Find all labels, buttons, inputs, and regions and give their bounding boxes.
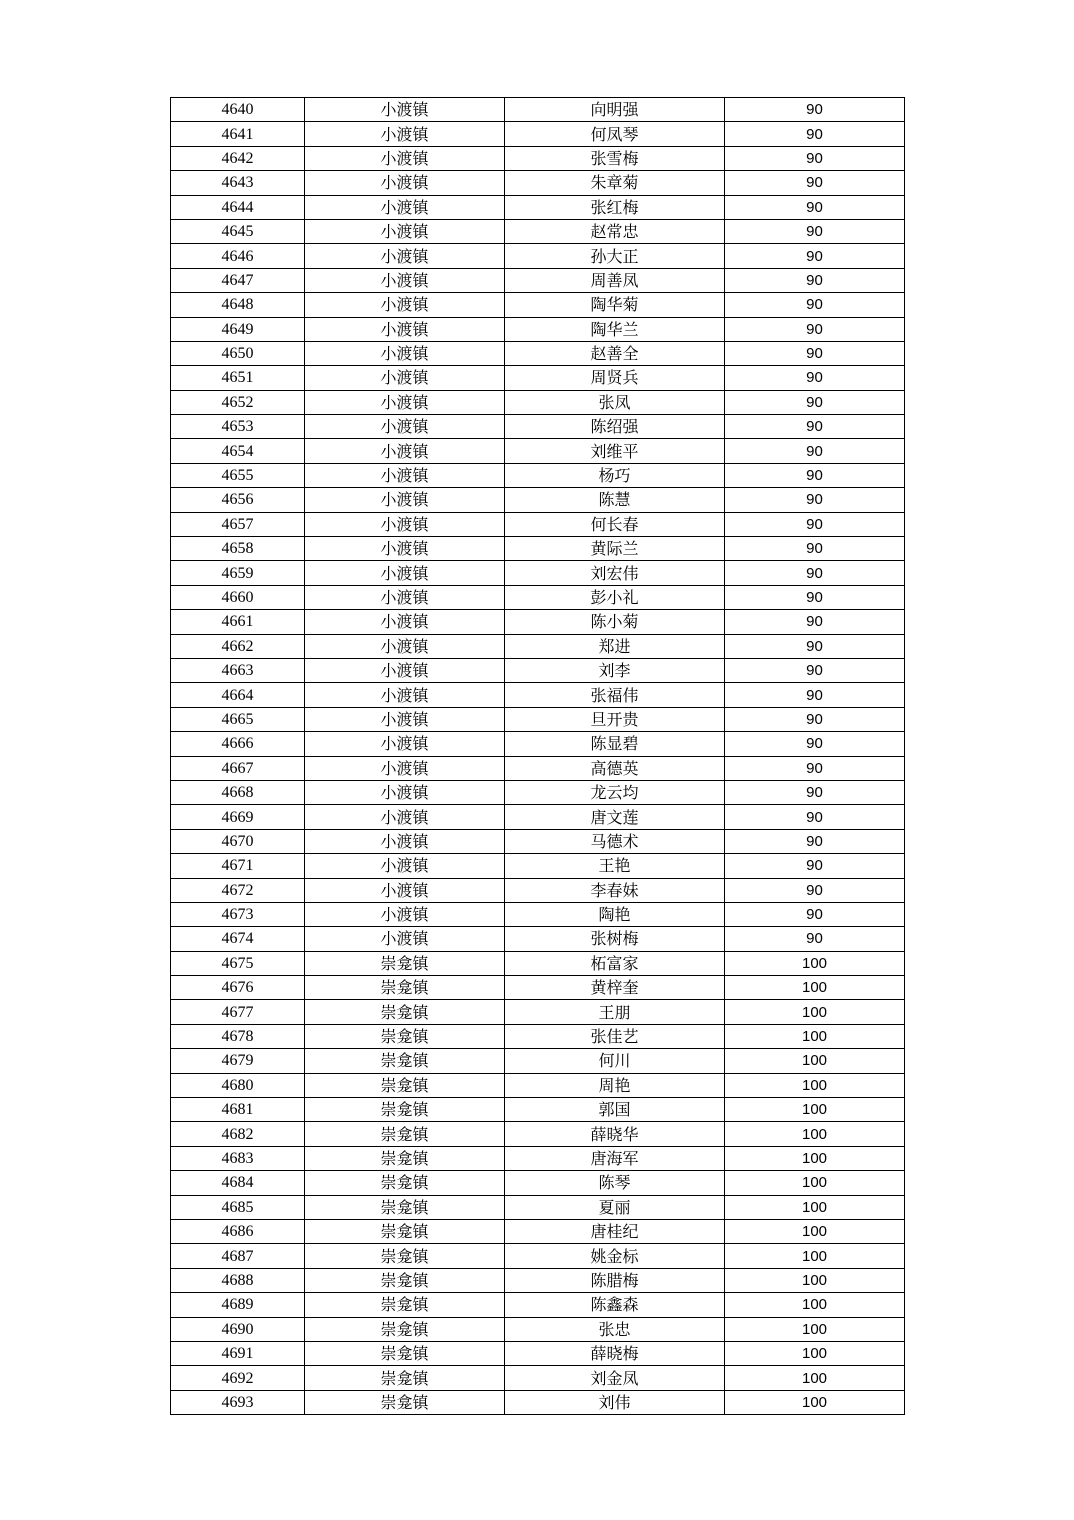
row-number-cell: 4643 — [171, 171, 305, 195]
amount-cell: 90 — [725, 732, 905, 756]
person-name-cell: 郭国 — [505, 1098, 725, 1122]
town-cell: 小渡镇 — [305, 732, 505, 756]
amount-cell: 90 — [725, 561, 905, 585]
table-row — [171, 366, 905, 390]
amount-cell: 90 — [725, 585, 905, 609]
person-name-cell: 孙大正 — [505, 244, 725, 268]
table-row — [171, 829, 905, 853]
amount-cell: 90 — [725, 634, 905, 658]
table-row — [171, 1146, 905, 1170]
person-name-cell: 周贤兵 — [505, 366, 725, 390]
table-row — [171, 268, 905, 292]
table-row — [171, 1293, 905, 1317]
table-row — [171, 610, 905, 634]
table-row — [171, 732, 905, 756]
person-name-cell: 旦开贵 — [505, 707, 725, 731]
table-row — [171, 219, 905, 243]
row-number-cell: 4654 — [171, 439, 305, 463]
amount-cell: 90 — [725, 122, 905, 146]
person-name-cell: 杨巧 — [505, 463, 725, 487]
person-name-cell: 龙云均 — [505, 780, 725, 804]
table-row — [171, 951, 905, 975]
row-number-cell: 4687 — [171, 1244, 305, 1268]
table-row — [171, 146, 905, 170]
amount-cell: 90 — [725, 171, 905, 195]
person-name-cell: 黄际兰 — [505, 537, 725, 561]
amount-cell: 100 — [725, 1293, 905, 1317]
amount-cell: 90 — [725, 902, 905, 926]
town-cell: 崇龛镇 — [305, 1219, 505, 1243]
row-number-cell: 4677 — [171, 1000, 305, 1024]
person-name-cell: 何川 — [505, 1049, 725, 1073]
row-number-cell: 4680 — [171, 1073, 305, 1097]
town-cell: 小渡镇 — [305, 439, 505, 463]
table-row — [171, 1122, 905, 1146]
town-cell: 小渡镇 — [305, 878, 505, 902]
town-cell: 小渡镇 — [305, 512, 505, 536]
person-name-cell: 陶艳 — [505, 902, 725, 926]
amount-cell: 90 — [725, 390, 905, 414]
person-name-cell: 王艳 — [505, 854, 725, 878]
row-number-cell: 4656 — [171, 488, 305, 512]
amount-cell: 90 — [725, 658, 905, 682]
table-row — [171, 1024, 905, 1048]
table-row — [171, 439, 905, 463]
amount-cell: 90 — [725, 293, 905, 317]
person-name-cell: 薛晓华 — [505, 1122, 725, 1146]
amount-cell: 90 — [725, 366, 905, 390]
town-cell: 小渡镇 — [305, 244, 505, 268]
table-row — [171, 512, 905, 536]
amount-cell: 100 — [725, 1000, 905, 1024]
row-number-cell: 4682 — [171, 1122, 305, 1146]
town-cell: 小渡镇 — [305, 341, 505, 365]
person-name-cell: 张福伟 — [505, 683, 725, 707]
row-number-cell: 4647 — [171, 268, 305, 292]
town-cell: 小渡镇 — [305, 780, 505, 804]
row-number-cell: 4691 — [171, 1341, 305, 1365]
row-number-cell: 4644 — [171, 195, 305, 219]
person-name-cell: 姚金标 — [505, 1244, 725, 1268]
row-number-cell: 4681 — [171, 1098, 305, 1122]
amount-cell: 90 — [725, 805, 905, 829]
row-number-cell: 4692 — [171, 1366, 305, 1390]
table-row — [171, 1195, 905, 1219]
row-number-cell: 4662 — [171, 634, 305, 658]
person-name-cell: 陶华菊 — [505, 293, 725, 317]
town-cell: 小渡镇 — [305, 537, 505, 561]
town-cell: 小渡镇 — [305, 829, 505, 853]
town-cell: 崇龛镇 — [305, 1341, 505, 1365]
town-cell: 崇龛镇 — [305, 1268, 505, 1292]
amount-cell: 100 — [725, 1195, 905, 1219]
person-name-cell: 朱章菊 — [505, 171, 725, 195]
row-number-cell: 4646 — [171, 244, 305, 268]
table-row — [171, 756, 905, 780]
town-cell: 小渡镇 — [305, 634, 505, 658]
table-row — [171, 1317, 905, 1341]
person-name-cell: 柘富家 — [505, 951, 725, 975]
amount-cell: 90 — [725, 683, 905, 707]
row-number-cell: 4679 — [171, 1049, 305, 1073]
table-row — [171, 293, 905, 317]
amount-cell: 100 — [725, 1122, 905, 1146]
town-cell: 小渡镇 — [305, 171, 505, 195]
roster-table — [170, 97, 905, 1415]
table-row — [171, 658, 905, 682]
row-number-cell: 4665 — [171, 707, 305, 731]
town-cell: 小渡镇 — [305, 219, 505, 243]
amount-cell: 90 — [725, 317, 905, 341]
row-number-cell: 4671 — [171, 854, 305, 878]
row-number-cell: 4674 — [171, 927, 305, 951]
amount-cell: 100 — [725, 976, 905, 1000]
table-row — [171, 1341, 905, 1365]
table-row — [171, 122, 905, 146]
table-row — [171, 1073, 905, 1097]
person-name-cell: 刘李 — [505, 658, 725, 682]
table-row — [171, 927, 905, 951]
town-cell: 崇龛镇 — [305, 1293, 505, 1317]
person-name-cell: 张红梅 — [505, 195, 725, 219]
table-row — [171, 1219, 905, 1243]
town-cell: 小渡镇 — [305, 561, 505, 585]
amount-cell: 90 — [725, 878, 905, 902]
town-cell: 小渡镇 — [305, 902, 505, 926]
table-row — [171, 854, 905, 878]
town-cell: 崇龛镇 — [305, 1146, 505, 1170]
amount-cell: 100 — [725, 1317, 905, 1341]
row-number-cell: 4648 — [171, 293, 305, 317]
person-name-cell: 张雪梅 — [505, 146, 725, 170]
amount-cell: 90 — [725, 415, 905, 439]
row-number-cell: 4675 — [171, 951, 305, 975]
table-row — [171, 537, 905, 561]
row-number-cell: 4672 — [171, 878, 305, 902]
row-number-cell: 4641 — [171, 122, 305, 146]
amount-cell: 90 — [725, 829, 905, 853]
amount-cell: 90 — [725, 219, 905, 243]
table-row — [171, 98, 905, 122]
person-name-cell: 赵善全 — [505, 341, 725, 365]
town-cell: 小渡镇 — [305, 488, 505, 512]
amount-cell: 100 — [725, 1244, 905, 1268]
town-cell: 崇龛镇 — [305, 1366, 505, 1390]
person-name-cell: 王朋 — [505, 1000, 725, 1024]
person-name-cell: 陈显碧 — [505, 732, 725, 756]
row-number-cell: 4652 — [171, 390, 305, 414]
town-cell: 小渡镇 — [305, 854, 505, 878]
amount-cell: 100 — [725, 1366, 905, 1390]
town-cell: 小渡镇 — [305, 415, 505, 439]
row-number-cell: 4678 — [171, 1024, 305, 1048]
person-name-cell: 陈小菊 — [505, 610, 725, 634]
row-number-cell: 4661 — [171, 610, 305, 634]
table-row — [171, 976, 905, 1000]
table-row — [171, 585, 905, 609]
person-name-cell: 唐海军 — [505, 1146, 725, 1170]
row-number-cell: 4667 — [171, 756, 305, 780]
row-number-cell: 4653 — [171, 415, 305, 439]
amount-cell: 90 — [725, 854, 905, 878]
row-number-cell: 4670 — [171, 829, 305, 853]
amount-cell: 90 — [725, 146, 905, 170]
table-row — [171, 1000, 905, 1024]
town-cell: 崇龛镇 — [305, 951, 505, 975]
table-row — [171, 1390, 905, 1414]
person-name-cell: 刘宏伟 — [505, 561, 725, 585]
town-cell: 小渡镇 — [305, 195, 505, 219]
town-cell: 崇龛镇 — [305, 1000, 505, 1024]
table-row — [171, 463, 905, 487]
amount-cell: 90 — [725, 707, 905, 731]
person-name-cell: 赵常忠 — [505, 219, 725, 243]
table-row — [171, 1366, 905, 1390]
town-cell: 小渡镇 — [305, 293, 505, 317]
person-name-cell: 李春妹 — [505, 878, 725, 902]
table-row — [171, 415, 905, 439]
town-cell: 小渡镇 — [305, 683, 505, 707]
town-cell: 崇龛镇 — [305, 1073, 505, 1097]
table-row — [171, 1268, 905, 1292]
amount-cell: 100 — [725, 1268, 905, 1292]
table-row — [171, 341, 905, 365]
town-cell: 崇龛镇 — [305, 1049, 505, 1073]
person-name-cell: 陈琴 — [505, 1171, 725, 1195]
person-name-cell: 刘金凤 — [505, 1366, 725, 1390]
row-number-cell: 4658 — [171, 537, 305, 561]
person-name-cell: 陈绍强 — [505, 415, 725, 439]
town-cell: 小渡镇 — [305, 98, 505, 122]
town-cell: 小渡镇 — [305, 146, 505, 170]
person-name-cell: 张树梅 — [505, 927, 725, 951]
table-row — [171, 390, 905, 414]
town-cell: 崇龛镇 — [305, 1244, 505, 1268]
row-number-cell: 4690 — [171, 1317, 305, 1341]
amount-cell: 90 — [725, 512, 905, 536]
table-row — [171, 1171, 905, 1195]
town-cell: 崇龛镇 — [305, 1024, 505, 1048]
town-cell: 崇龛镇 — [305, 1098, 505, 1122]
row-number-cell: 4664 — [171, 683, 305, 707]
row-number-cell: 4673 — [171, 902, 305, 926]
town-cell: 崇龛镇 — [305, 1195, 505, 1219]
amount-cell: 90 — [725, 244, 905, 268]
person-name-cell: 唐文莲 — [505, 805, 725, 829]
row-number-cell: 4642 — [171, 146, 305, 170]
table-row — [171, 707, 905, 731]
roster-body — [171, 98, 905, 1415]
amount-cell: 90 — [725, 463, 905, 487]
person-name-cell: 张佳艺 — [505, 1024, 725, 1048]
person-name-cell: 彭小礼 — [505, 585, 725, 609]
row-number-cell: 4684 — [171, 1171, 305, 1195]
table-row — [171, 1244, 905, 1268]
table-row — [171, 1049, 905, 1073]
table-row — [171, 902, 905, 926]
table-row — [171, 1098, 905, 1122]
person-name-cell: 郑进 — [505, 634, 725, 658]
town-cell: 崇龛镇 — [305, 976, 505, 1000]
amount-cell: 100 — [725, 1341, 905, 1365]
town-cell: 小渡镇 — [305, 610, 505, 634]
person-name-cell: 陈腊梅 — [505, 1268, 725, 1292]
amount-cell: 90 — [725, 610, 905, 634]
amount-cell: 90 — [725, 756, 905, 780]
table-row — [171, 805, 905, 829]
row-number-cell: 4666 — [171, 732, 305, 756]
amount-cell: 100 — [725, 1098, 905, 1122]
row-number-cell: 4689 — [171, 1293, 305, 1317]
row-number-cell: 4686 — [171, 1219, 305, 1243]
table-row — [171, 634, 905, 658]
town-cell: 小渡镇 — [305, 122, 505, 146]
table-row — [171, 683, 905, 707]
town-cell: 小渡镇 — [305, 268, 505, 292]
person-name-cell: 周艳 — [505, 1073, 725, 1097]
amount-cell: 100 — [725, 951, 905, 975]
table-row — [171, 195, 905, 219]
amount-cell: 90 — [725, 268, 905, 292]
row-number-cell: 4663 — [171, 658, 305, 682]
amount-cell: 100 — [725, 1073, 905, 1097]
amount-cell: 90 — [725, 780, 905, 804]
table-row — [171, 878, 905, 902]
table-row — [171, 317, 905, 341]
row-number-cell: 4659 — [171, 561, 305, 585]
amount-cell: 90 — [725, 439, 905, 463]
table-row — [171, 561, 905, 585]
row-number-cell: 4649 — [171, 317, 305, 341]
amount-cell: 90 — [725, 341, 905, 365]
person-name-cell: 马德术 — [505, 829, 725, 853]
town-cell: 小渡镇 — [305, 463, 505, 487]
person-name-cell: 刘维平 — [505, 439, 725, 463]
row-number-cell: 4657 — [171, 512, 305, 536]
person-name-cell: 何凤琴 — [505, 122, 725, 146]
town-cell: 小渡镇 — [305, 317, 505, 341]
person-name-cell: 唐桂纪 — [505, 1219, 725, 1243]
person-name-cell: 陶华兰 — [505, 317, 725, 341]
row-number-cell: 4640 — [171, 98, 305, 122]
person-name-cell: 刘伟 — [505, 1390, 725, 1414]
amount-cell: 90 — [725, 927, 905, 951]
row-number-cell: 4688 — [171, 1268, 305, 1292]
town-cell: 崇龛镇 — [305, 1317, 505, 1341]
table-row — [171, 488, 905, 512]
amount-cell: 90 — [725, 537, 905, 561]
person-name-cell: 薛晓梅 — [505, 1341, 725, 1365]
table-row — [171, 171, 905, 195]
row-number-cell: 4660 — [171, 585, 305, 609]
amount-cell: 100 — [725, 1146, 905, 1170]
amount-cell: 100 — [725, 1219, 905, 1243]
person-name-cell: 高德英 — [505, 756, 725, 780]
person-name-cell: 陈慧 — [505, 488, 725, 512]
table-row — [171, 780, 905, 804]
person-name-cell: 陈鑫森 — [505, 1293, 725, 1317]
person-name-cell: 张凤 — [505, 390, 725, 414]
row-number-cell: 4655 — [171, 463, 305, 487]
table-row — [171, 244, 905, 268]
row-number-cell: 4676 — [171, 976, 305, 1000]
amount-cell: 90 — [725, 195, 905, 219]
town-cell: 崇龛镇 — [305, 1171, 505, 1195]
town-cell: 小渡镇 — [305, 658, 505, 682]
person-name-cell: 周善凤 — [505, 268, 725, 292]
town-cell: 小渡镇 — [305, 366, 505, 390]
town-cell: 小渡镇 — [305, 390, 505, 414]
amount-cell: 100 — [725, 1024, 905, 1048]
amount-cell: 100 — [725, 1390, 905, 1414]
row-number-cell: 4668 — [171, 780, 305, 804]
person-name-cell: 黄梓奎 — [505, 976, 725, 1000]
town-cell: 小渡镇 — [305, 805, 505, 829]
person-name-cell: 张忠 — [505, 1317, 725, 1341]
row-number-cell: 4693 — [171, 1390, 305, 1414]
row-number-cell: 4683 — [171, 1146, 305, 1170]
town-cell: 崇龛镇 — [305, 1122, 505, 1146]
town-cell: 小渡镇 — [305, 707, 505, 731]
row-number-cell: 4669 — [171, 805, 305, 829]
row-number-cell: 4651 — [171, 366, 305, 390]
town-cell: 小渡镇 — [305, 927, 505, 951]
amount-cell: 100 — [725, 1171, 905, 1195]
person-name-cell: 夏丽 — [505, 1195, 725, 1219]
town-cell: 小渡镇 — [305, 585, 505, 609]
person-name-cell: 何长春 — [505, 512, 725, 536]
row-number-cell: 4685 — [171, 1195, 305, 1219]
row-number-cell: 4650 — [171, 341, 305, 365]
town-cell: 崇龛镇 — [305, 1390, 505, 1414]
row-number-cell: 4645 — [171, 219, 305, 243]
town-cell: 小渡镇 — [305, 756, 505, 780]
amount-cell: 90 — [725, 98, 905, 122]
amount-cell: 100 — [725, 1049, 905, 1073]
amount-cell: 90 — [725, 488, 905, 512]
person-name-cell: 向明强 — [505, 98, 725, 122]
